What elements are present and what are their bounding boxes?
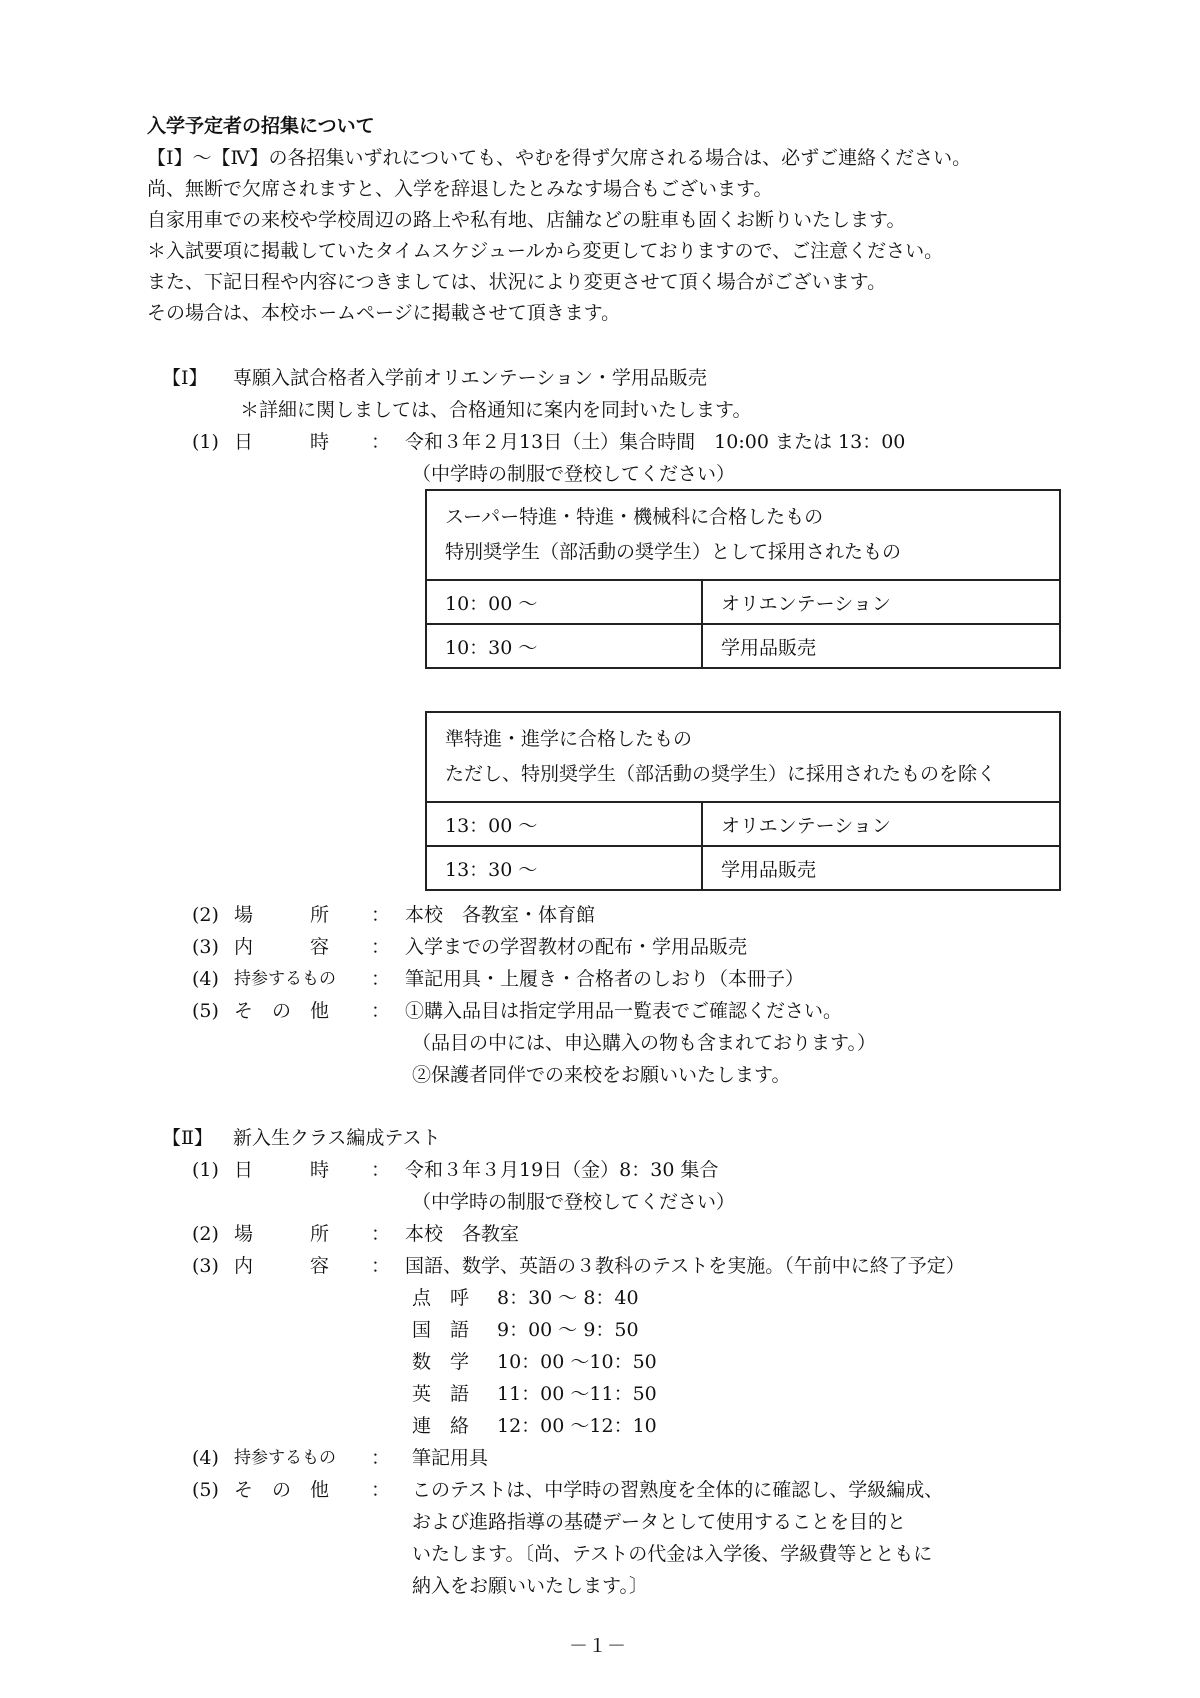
other-note-line: 納入をお願いいたします。〕 — [412, 1575, 648, 1597]
item-value: 令和３年２月13日（土）集合時間 10:00 または 13：00 — [405, 431, 906, 453]
other-note-line: いたします。〔尚、テストの代金は入学後、学級費等とともに — [412, 1543, 933, 1565]
item-number: (4) — [192, 968, 219, 990]
item-colon: ： — [371, 1255, 391, 1277]
section1-heading: 専願入試合格者入学前オリエンテーション・学用品販売 — [233, 367, 707, 389]
schedule-subject: 連 絡 — [412, 1415, 470, 1437]
item-label: 日 時 — [234, 431, 330, 453]
table-header-line: 準特進・進学に合格したもの — [445, 728, 693, 750]
item-colon: ： — [371, 1000, 391, 1022]
item-number: (5) — [192, 1000, 219, 1022]
schedule-subject: 国 語 — [412, 1319, 470, 1341]
event-cell: 学用品販売 — [721, 858, 817, 881]
time-cell: 10：30 ～ — [427, 625, 703, 667]
time-cell: 10：00 ～ — [427, 581, 703, 623]
page-title: 入学予定者の招集について — [147, 115, 375, 137]
schedule-time: 8：30 ～ 8：40 — [497, 1287, 639, 1309]
time-cell: 13：00 ～ — [427, 803, 703, 845]
item-label: 場 所 — [234, 1223, 330, 1245]
table-header — [427, 491, 1059, 581]
item-value: 令和３年３月19日（金）8：30 集合 — [405, 1159, 719, 1181]
item-number: (5) — [192, 1479, 219, 1501]
schedule-table — [425, 489, 1061, 669]
intro-line: その場合は、本校ホームページに掲載させて頂きます。 — [147, 302, 621, 324]
page-number: －１－ — [569, 1635, 627, 1657]
table-row — [427, 803, 1059, 845]
item-number: (1) — [192, 431, 219, 453]
item-colon: ： — [371, 904, 391, 926]
table-row — [427, 623, 1059, 667]
item-label: 内 容 — [234, 936, 330, 958]
item-label: そ の 他 — [234, 1479, 330, 1501]
item-colon: ： — [371, 936, 391, 958]
item-value: ①購入品目は指定学用品一覧表でご確認ください。 — [405, 1000, 843, 1022]
date-note: （中学時の制服で登校してください） — [412, 463, 736, 485]
schedule-time: 9：00 ～ 9：50 — [497, 1319, 639, 1341]
item-value: 本校 各教室・体育館 — [405, 904, 596, 926]
time-cell: 13：30 ～ — [427, 847, 703, 889]
event-cell: オリエンテーション — [721, 814, 891, 837]
section2-heading: 新入生クラス編成テスト — [233, 1127, 441, 1149]
item-value: 入学までの学習教材の配布・学用品販売 — [405, 936, 748, 958]
event-cell: 学用品販売 — [721, 636, 817, 659]
item-colon: ： — [371, 431, 391, 453]
item-label: 場 所 — [234, 904, 330, 926]
schedule-subject: 数 学 — [412, 1351, 470, 1373]
item-colon: ： — [371, 1159, 391, 1181]
item-number: (4) — [192, 1447, 219, 1469]
table-row — [427, 845, 1059, 889]
schedule-time: 12：00 ～12：10 — [497, 1415, 657, 1437]
intro-line: ＊入試要項に掲載していたタイムスケジュールから変更しておりますので、ご注意ください。 — [147, 240, 944, 262]
item-value: 筆記用具 — [412, 1447, 489, 1469]
item-number: (2) — [192, 904, 219, 926]
other-note-line: ②保護者同伴での来校をお願いいたします。 — [412, 1064, 791, 1086]
item-colon: ： — [371, 1447, 391, 1469]
schedule-subject: 英 語 — [412, 1383, 470, 1405]
section2-marker: 【Ⅱ】 — [162, 1127, 213, 1149]
date-note: （中学時の制服で登校してください） — [412, 1191, 736, 1213]
section1-marker: 【Ⅰ】 — [162, 367, 208, 389]
item-colon: ： — [371, 1223, 391, 1245]
item-number: (1) — [192, 1159, 219, 1181]
item-number: (2) — [192, 1223, 219, 1245]
other-note-line: （品目の中には、申込購入の物も含まれております。） — [412, 1032, 876, 1054]
table-row — [427, 581, 1059, 623]
intro-line: また、下記日程や内容につきましては、状況により変更させて頂く場合がございます。 — [147, 271, 887, 293]
intro-line: 自家用車での来校や学校周辺の路上や私有地、店舗などの駐車も固くお断りいたします。 — [147, 209, 906, 231]
event-cell: オリエンテーション — [721, 592, 891, 615]
item-value: 筆記用具・上履き・合格者のしおり（本冊子） — [405, 968, 805, 990]
schedule-subject: 点 呼 — [412, 1287, 470, 1309]
item-number: (3) — [192, 936, 219, 958]
table-header — [427, 713, 1059, 803]
item-label: 日 時 — [234, 1159, 330, 1181]
table-header-line: スーパー特進・特進・機械科に合格したもの — [445, 506, 824, 528]
intro-line: 尚、無断で欠席されますと、入学を辞退したとみなす場合もございます。 — [147, 178, 773, 200]
table-header-line: ただし、特別奨学生（部活動の奨学生）に採用されたものを除く — [445, 763, 997, 785]
item-value: 本校 各教室 — [405, 1223, 520, 1245]
other-note-line: および進路指導の基礎データとして使用することを目的と — [412, 1511, 907, 1533]
item-colon: ： — [371, 968, 391, 990]
section1-note: ＊詳細に関しましては、合格通知に案内を同封いたします。 — [240, 399, 752, 421]
item-label: 持参するもの — [234, 969, 336, 989]
item-label: そ の 他 — [234, 1000, 330, 1022]
schedule-table — [425, 711, 1061, 891]
item-label: 持参するもの — [234, 1448, 336, 1468]
schedule-time: 11：00 ～11：50 — [497, 1383, 657, 1405]
item-label: 内 容 — [234, 1255, 330, 1277]
table-header-line: 特別奨学生（部活動の奨学生）として採用されたもの — [445, 541, 902, 563]
item-value: このテストは、中学時の習熟度を全体的に確認し、学級編成、 — [412, 1479, 944, 1501]
schedule-time: 10：00 ～10：50 — [497, 1351, 657, 1373]
intro-line: 【Ⅰ】～【Ⅳ】の各招集いずれについても、やむを得ず欠席される場合は、必ずご連絡ください。 — [147, 147, 972, 169]
item-colon: ： — [371, 1479, 391, 1501]
item-value: 国語、数学、英語の３教科のテストを実施。（午前中に終了予定） — [405, 1255, 965, 1277]
item-number: (3) — [192, 1255, 219, 1277]
